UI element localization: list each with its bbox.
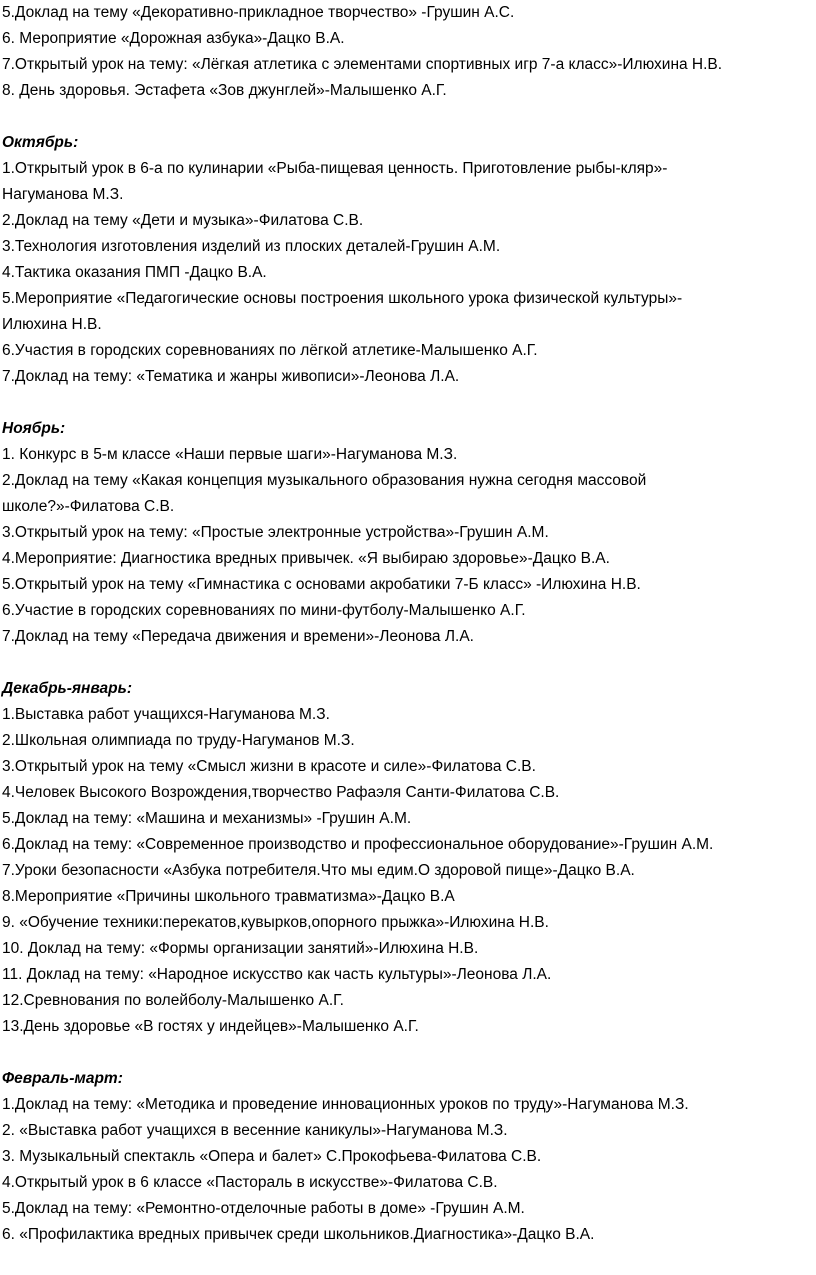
list-item: 2.Доклад на тему «Дети и музыка»-Филатова С.В. bbox=[2, 212, 364, 229]
section-intro bbox=[2, 0, 816, 104]
list-item: 6.Участие в городских соревнованиях по мини-футболу-Малышенко А.Г. bbox=[2, 602, 526, 619]
list-item: 8.Мероприятие «Причины школьного травматизма»-Дацко В.А bbox=[2, 888, 455, 905]
list-item: 5.Открытый урок на тему «Гимнастика с основами акробатики 7-Б класс» -Илюхина Н.В. bbox=[2, 576, 641, 593]
list-item: 6.Участия в городских соревнованиях по лёгкой атлетике-Малышенко А.Г. bbox=[2, 342, 538, 359]
list-item: 2.Школьная олимпиада по труду-Нагуманов М.З. bbox=[2, 732, 355, 749]
list-item: 4.Человек Высокого Возрождения,творчество Рафаэля Санти-Филатова С.В. bbox=[2, 784, 560, 801]
list-item: 5.Доклад на тему «Декоративно-прикладное творчество» -Грушин А.С. bbox=[2, 4, 515, 21]
section-heading: Февраль-март: bbox=[2, 1070, 123, 1087]
list-item: школе?»-Филатова С.В. bbox=[2, 498, 175, 515]
list-item: 5.Доклад на тему: «Машина и механизмы» -Грушин А.М. bbox=[2, 810, 412, 827]
spacer bbox=[2, 1040, 816, 1066]
list-item: 3.Технология изготовления изделий из плоских деталей-Грушин А.М. bbox=[2, 238, 501, 255]
list-item: 2. «Выставка работ учащихся в весенние каникулы»-Нагуманова М.З. bbox=[2, 1122, 508, 1139]
list-item: Илюхина Н.В. bbox=[2, 316, 102, 333]
list-item: 3.Открытый урок на тему «Смысл жизни в красоте и силе»-Филатова С.В. bbox=[2, 758, 536, 775]
list-item: 4.Открытый урок в 6 классе «Пастораль в искусстве»-Филатова С.В. bbox=[2, 1174, 498, 1191]
list-item: 1.Открытый урок в 6-а по кулинарии «Рыба-пищевая ценность. Приготовление рыбы-кляр»- bbox=[2, 160, 668, 177]
list-item: Нагуманова М.З. bbox=[2, 186, 124, 203]
list-item: 13.День здоровье «В гостях у индейцев»-Малышенко А.Г. bbox=[2, 1018, 419, 1035]
list-item: 5.Доклад на тему: «Ремонтно-отделочные работы в доме» -Грушин А.М. bbox=[2, 1200, 525, 1217]
list-item: 3.Открытый урок на тему: «Простые электронные устройства»-Грушин А.М. bbox=[2, 524, 549, 541]
list-item: 6.Доклад на тему: «Современное производство и профессиональное оборудование»-Грушин А.М. bbox=[2, 836, 714, 853]
list-item: 4.Тактика оказания ПМП -Дацко В.А. bbox=[2, 264, 267, 281]
list-item: 7.Доклад на тему: «Тематика и жанры живописи»-Леонова Л.А. bbox=[2, 368, 460, 385]
spacer bbox=[2, 104, 816, 130]
list-item: 1. Конкурс в 5-м классе «Наши первые шаги»-Нагуманова М.З. bbox=[2, 446, 458, 463]
section-heading: Ноябрь: bbox=[2, 420, 66, 437]
list-item: 10. Доклад на тему: «Формы организации занятий»-Илюхина Н.В. bbox=[2, 940, 479, 957]
list-item: 5.Мероприятие «Педагогические основы построения школьного урока физической культуры»- bbox=[2, 290, 683, 307]
section-november bbox=[2, 416, 816, 650]
section-heading: Октябрь: bbox=[2, 134, 79, 151]
spacer bbox=[2, 390, 816, 416]
list-item: 8. День здоровья. Эстафета «Зов джунглей»-Малышенко А.Г. bbox=[2, 82, 447, 99]
section-october bbox=[2, 130, 816, 390]
list-item: 7.Открытый урок на тему: «Лёгкая атлетика с элементами спортивных игр 7-а класс»-Илюхина Н.В. bbox=[2, 56, 723, 73]
list-item: 6. «Профилактика вредных привычек среди школьников.Диагностика»-Дацко В.А. bbox=[2, 1226, 595, 1243]
spacer bbox=[2, 650, 816, 676]
list-item: 4.Мероприятие: Диагностика вредных привычек. «Я выбираю здоровье»-Дацко В.А. bbox=[2, 550, 610, 567]
list-item: 3. Музыкальный спектакль «Опера и балет» С.Прокофьева-Филатова С.В. bbox=[2, 1148, 542, 1165]
list-item: 7.Уроки безопасности «Азбука потребителя.Что мы едим.О здоровой пище»-Дацко В.А. bbox=[2, 862, 635, 879]
list-item: 7.Доклад на тему «Передача движения и времени»-Леонова Л.А. bbox=[2, 628, 474, 645]
list-item: 9. «Обучение техники:перекатов,кувырков,опорного прыжка»-Илюхина Н.В. bbox=[2, 914, 549, 931]
section-february-march bbox=[2, 1066, 816, 1248]
list-item: 2.Доклад на тему «Какая концепция музыкального образования нужна сегодня массовой bbox=[2, 472, 647, 489]
list-item: 6. Мероприятие «Дорожная азбука»-Дацко В.А. bbox=[2, 30, 345, 47]
section-heading: Декабрь-январь: bbox=[2, 680, 133, 697]
list-item: 1.Выставка работ учащихся-Нагуманова М.З. bbox=[2, 706, 330, 723]
section-december-january bbox=[2, 676, 816, 1040]
list-item: 11. Доклад на тему: «Народное искусство как часть культуры»-Леонова Л.А. bbox=[2, 966, 552, 983]
list-item: 12.Сревнования по волейболу-Малышенко А.Г. bbox=[2, 992, 344, 1009]
list-item: 1.Доклад на тему: «Методика и проведение инновационных уроков по труду»-Нагуманова М.З. bbox=[2, 1096, 689, 1113]
